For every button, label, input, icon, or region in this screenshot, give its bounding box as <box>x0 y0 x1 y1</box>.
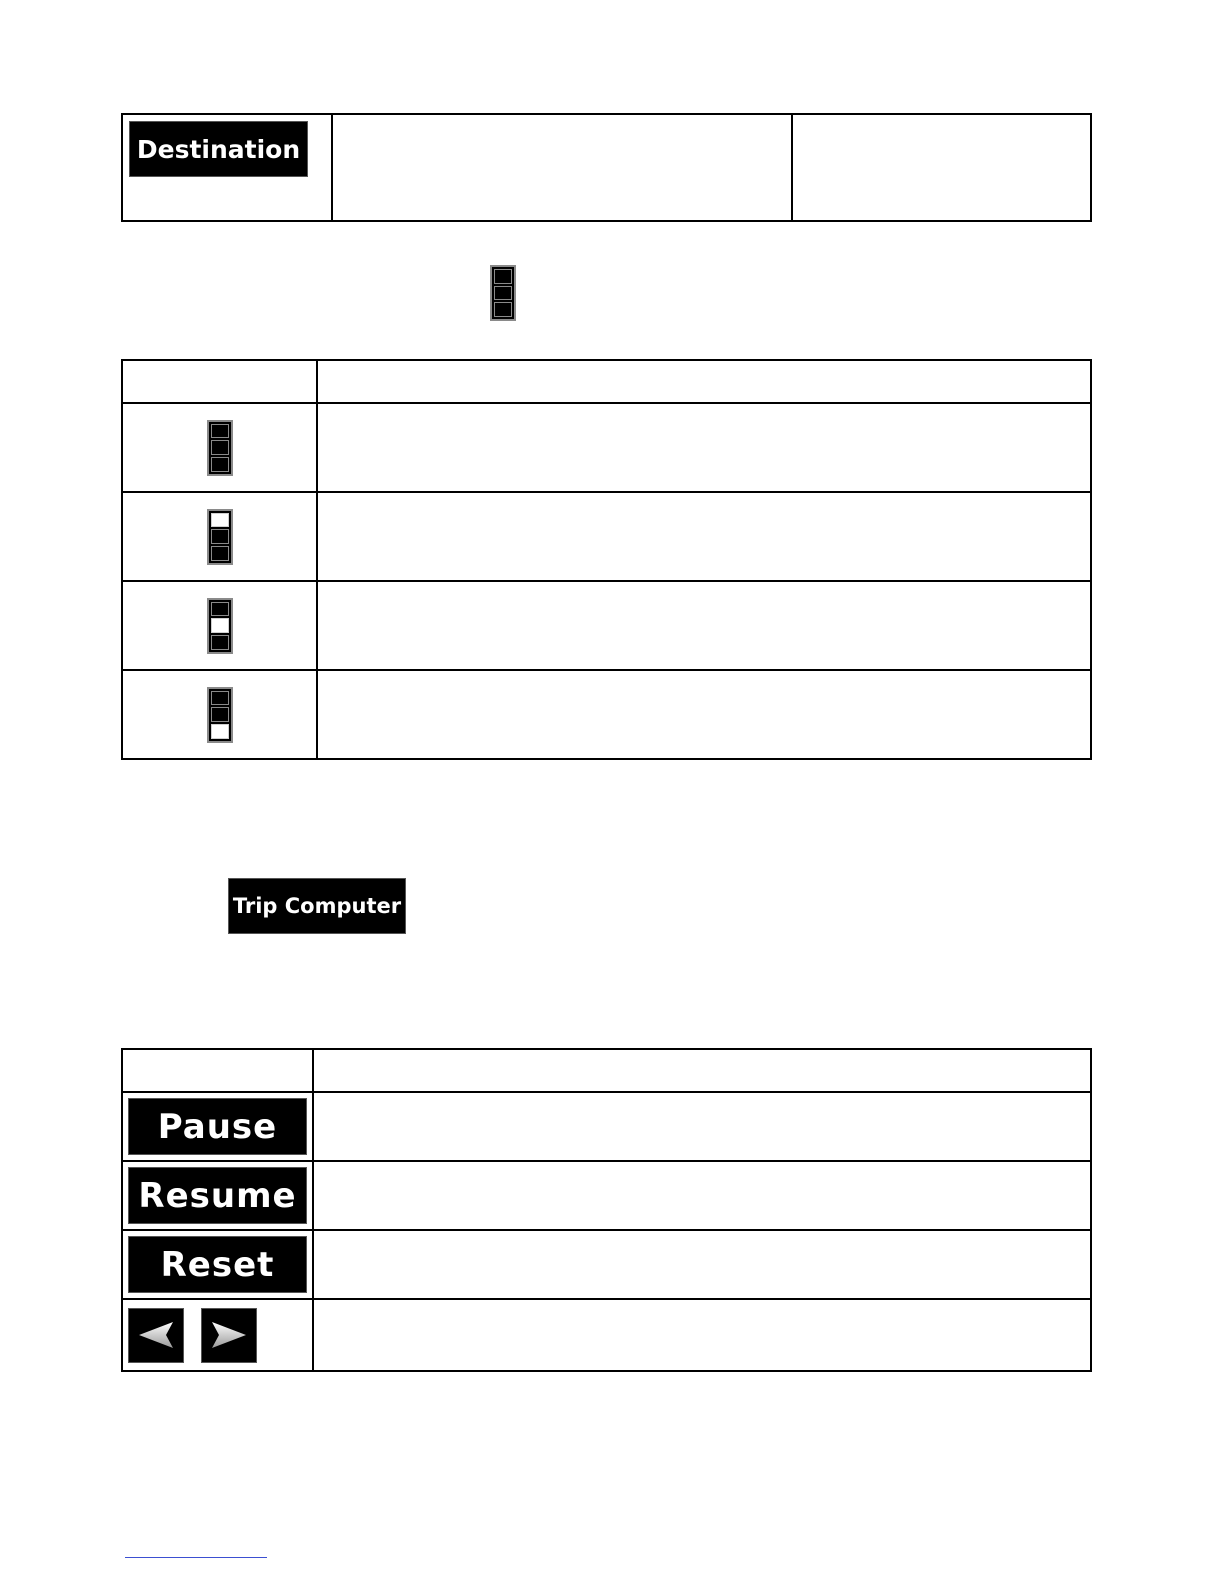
header-cell-description <box>317 360 1091 403</box>
table-row <box>122 1092 1091 1161</box>
description-cell <box>317 670 1091 759</box>
header-cell-description <box>313 1049 1091 1092</box>
icon-cell <box>122 492 317 581</box>
left-arrow-icon <box>136 1318 176 1352</box>
destination-button[interactable]: Destination <box>129 121 308 177</box>
segment <box>211 440 229 455</box>
icon-cell <box>122 403 317 492</box>
indicator-states-table <box>121 359 1092 760</box>
segment <box>211 707 229 722</box>
lit-segment <box>211 513 229 528</box>
segment <box>211 546 229 561</box>
description-cell <box>313 1092 1091 1161</box>
description-cell <box>317 581 1091 670</box>
segment <box>211 635 229 650</box>
button-cell <box>122 1092 313 1161</box>
lit-segment <box>211 724 229 739</box>
table-row <box>122 1230 1091 1299</box>
button-cell <box>122 1161 313 1230</box>
right-arrow-icon <box>209 1318 249 1352</box>
three-segment-indicator-bottom-icon <box>207 687 233 743</box>
table-row <box>122 581 1091 670</box>
table-header-row <box>122 360 1091 403</box>
segment <box>211 529 229 544</box>
arrow-buttons <box>123 1308 312 1363</box>
icon-cell <box>122 670 317 759</box>
description-cell <box>313 1161 1091 1230</box>
segment <box>211 457 229 472</box>
description-cell <box>313 1299 1091 1371</box>
table-header-row <box>122 1049 1091 1092</box>
icon-cell <box>122 581 317 670</box>
three-segment-indicator-icon <box>207 420 233 476</box>
segment <box>211 424 229 439</box>
three-segment-indicator-middle-icon <box>207 598 233 654</box>
trip-controls-table <box>121 1048 1092 1372</box>
description-cell <box>332 114 792 221</box>
description-cell <box>313 1230 1091 1299</box>
button-cell <box>122 1299 313 1371</box>
three-segment-indicator-top-icon <box>207 509 233 565</box>
header-cell-button <box>122 1049 313 1092</box>
table-row <box>122 1161 1091 1230</box>
table-row <box>122 492 1091 581</box>
segment <box>211 602 229 617</box>
footnote-separator <box>125 1557 267 1558</box>
header-cell-icon <box>122 360 317 403</box>
trip-computer-button[interactable]: Trip Computer <box>228 878 406 934</box>
previous-button[interactable] <box>128 1308 184 1363</box>
table-row <box>122 1299 1091 1371</box>
reference-cell <box>792 114 1091 221</box>
table-row <box>122 670 1091 759</box>
description-cell <box>317 492 1091 581</box>
destination-table <box>121 113 1092 222</box>
next-button[interactable] <box>201 1308 257 1363</box>
table-row <box>122 114 1091 221</box>
reset-button[interactable]: Reset <box>128 1236 307 1293</box>
button-cell <box>122 1230 313 1299</box>
resume-button[interactable]: Resume <box>128 1167 307 1224</box>
table-row <box>122 403 1091 492</box>
segment <box>211 691 229 706</box>
button-cell <box>122 114 332 221</box>
three-segment-indicator-icon <box>490 265 516 321</box>
lit-segment <box>211 618 229 633</box>
pause-button[interactable]: Pause <box>128 1098 307 1155</box>
description-cell <box>317 403 1091 492</box>
